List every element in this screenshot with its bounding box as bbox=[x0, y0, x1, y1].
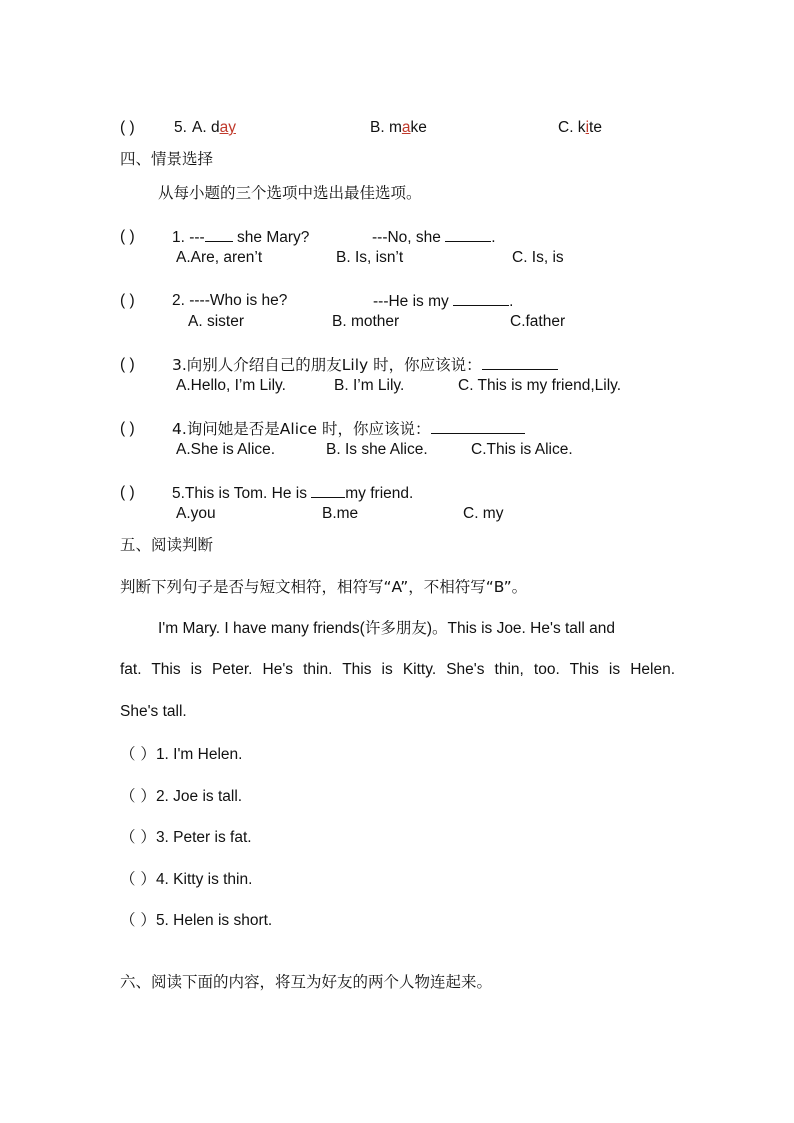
s4-q3-option-c: C. This is my friend,Lily. bbox=[458, 377, 622, 394]
option-c-text: C. k bbox=[558, 119, 586, 136]
s4-q2-reply-a: ---He is my bbox=[373, 293, 454, 310]
s4-q2-paren[interactable]: ( ) bbox=[120, 292, 135, 309]
option-c-highlight: i bbox=[585, 119, 590, 136]
s4-q1-stem-b: she Mary? bbox=[232, 229, 310, 246]
judge-text: 1. I'm Helen. bbox=[155, 746, 243, 763]
judge-paren[interactable]: （ ） bbox=[120, 745, 156, 763]
judge-paren[interactable]: （ ） bbox=[120, 787, 156, 805]
s4-q1-paren[interactable]: ( ) bbox=[120, 228, 135, 245]
s4-q4-stem-a: 4.询问她是否是Alice 时，你应该说： bbox=[172, 420, 431, 438]
judge-item-3 bbox=[120, 827, 252, 848]
judge-text: 4. Kitty is thin. bbox=[155, 871, 253, 888]
s4-q1-blank[interactable] bbox=[205, 227, 233, 242]
judge-item-4 bbox=[120, 869, 252, 890]
s4-q1-reply bbox=[372, 227, 496, 248]
s4-q1-reply-a: ---No, she bbox=[372, 229, 446, 246]
s4-q5-option-a: A.you bbox=[176, 505, 216, 522]
option-b-text: B. m bbox=[370, 119, 402, 136]
s4-q4-blank[interactable] bbox=[431, 419, 525, 434]
judge-paren[interactable]: （ ） bbox=[120, 911, 156, 929]
s4-q5-paren[interactable]: ( ) bbox=[120, 484, 135, 501]
s4-q2-reply-b: . bbox=[509, 293, 514, 310]
s4-q4-option-a: A.She is Alice. bbox=[176, 441, 276, 458]
judge-paren[interactable]: （ ） bbox=[120, 870, 156, 888]
s4-q2-reply-blank[interactable] bbox=[453, 291, 509, 306]
phonics-q5-paren[interactable]: ( ) bbox=[120, 119, 135, 136]
judge-item-1 bbox=[120, 744, 242, 765]
option-b-highlight: a bbox=[401, 119, 411, 136]
judge-text: 5. Helen is short. bbox=[155, 912, 273, 929]
s4-q4-stem bbox=[172, 419, 525, 439]
s4-q5-stem-b: my friend. bbox=[345, 485, 414, 502]
s4-q3-option-b: B. I’m Lily. bbox=[334, 377, 405, 394]
s4-q2-option-c: C.father bbox=[510, 313, 566, 330]
s4-q3-paren[interactable]: ( ) bbox=[120, 356, 135, 373]
s4-q1-option-c: C. Is, is bbox=[512, 249, 564, 266]
option-a-text: A. d bbox=[192, 119, 220, 136]
judge-item-5 bbox=[120, 910, 272, 931]
option-c-suffix: te bbox=[589, 119, 602, 136]
passage-line-2: fat. This is Peter. He's thin. This is Kitty. She's thin, too. This is Helen. bbox=[120, 661, 675, 678]
s4-q1-reply-blank[interactable] bbox=[445, 227, 491, 242]
judge-item-2 bbox=[120, 786, 242, 807]
s4-q4-option-b: B. Is she Alice. bbox=[326, 441, 428, 458]
s4-q3-blank[interactable] bbox=[482, 355, 558, 370]
s4-q5-stem bbox=[172, 483, 413, 504]
judge-text: 2. Joe is tall. bbox=[155, 788, 243, 805]
s4-q5-option-c: C. my bbox=[463, 505, 504, 522]
s4-q1-stem bbox=[172, 227, 309, 248]
section5-title: 五、阅读判断 bbox=[120, 536, 214, 554]
s4-q5-blank[interactable] bbox=[311, 483, 345, 498]
s4-q3-option-a: A.Hello, I’m Lily. bbox=[176, 377, 286, 394]
passage-line-3: She's tall. bbox=[120, 703, 187, 720]
s4-q1-option-b: B. Is, isn’t bbox=[336, 249, 404, 266]
s4-q4-paren[interactable]: ( ) bbox=[120, 420, 135, 437]
phonics-q5-option-c bbox=[558, 118, 602, 138]
s4-q2-option-a: A. sister bbox=[188, 313, 244, 330]
s4-q4-option-c: C.This is Alice. bbox=[471, 441, 573, 458]
judge-text: 3. Peter is fat. bbox=[155, 829, 252, 846]
section6-title: 六、阅读下面的内容，将互为好友的两个人物连起来。 bbox=[120, 973, 493, 991]
section5-instruction: 判断下列句子是否与短文相符，相符写“A”，不相符写“B”。 bbox=[120, 578, 528, 596]
s4-q1-reply-b: . bbox=[491, 229, 496, 246]
s4-q2-option-b: B. mother bbox=[332, 313, 400, 330]
s4-q2-reply bbox=[373, 291, 513, 312]
phonics-q5-option-a bbox=[192, 118, 236, 138]
s4-q2-stem: 2. ----Who is he? bbox=[172, 292, 288, 309]
s4-q1-stem-a: 1. --- bbox=[172, 229, 205, 246]
s4-q3-stem bbox=[172, 355, 558, 375]
judge-paren[interactable]: （ ） bbox=[120, 828, 156, 846]
phonics-q5-option-b bbox=[370, 118, 427, 138]
s4-q1-option-a: A.Are, aren’t bbox=[176, 249, 263, 266]
section4-title: 四、情景选择 bbox=[120, 150, 214, 168]
phonics-q5-number: 5. bbox=[174, 119, 187, 136]
passage-line-1: I'm Mary. I have many friends(许多朋友)。This is Joe. He's tall and bbox=[158, 620, 615, 637]
s4-q3-stem-a: 3.向别人介绍自己的朋友Lily 时，你应该说： bbox=[172, 356, 482, 374]
option-b-suffix: ke bbox=[410, 119, 427, 136]
s4-q5-option-b: B.me bbox=[322, 505, 359, 522]
section4-instruction: 从每小题的三个选项中选出最佳选项。 bbox=[158, 184, 422, 202]
s4-q5-stem-a: 5.This is Tom. He is bbox=[172, 485, 312, 502]
option-a-highlight: ay bbox=[219, 119, 236, 136]
